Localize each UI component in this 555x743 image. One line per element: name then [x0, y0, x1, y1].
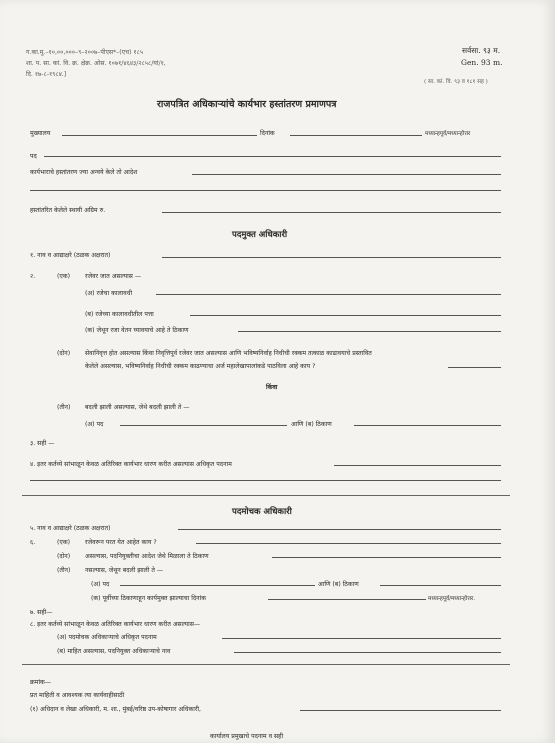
item-2-one-text: रजेवर जात असल्यास —: [85, 273, 142, 280]
order-field[interactable]: [192, 174, 501, 175]
item-6-three-marker: (तीन): [57, 567, 71, 574]
item-7-signature-label: ७. सही—: [30, 609, 53, 616]
hq-label: मुख्यालय: [30, 130, 51, 137]
item-6-two-text: असल्यास, पदनियुक्तीचा आदेश जेथे मिळाला ते ठिकाण: [85, 553, 209, 560]
item-4-field-continued[interactable]: [30, 480, 501, 481]
reference-note: ( सा. कां. वि. ९३ व १८१ सह ): [424, 79, 488, 85]
item-4-label: ४. इतर कर्तव्ये सांभाळून केवळ अतिरिक्त कार्यभार धारण करीत असल्यास अधिकृत पदनाम: [30, 461, 232, 468]
item-5-label: ५. नाव व आद्याक्षरे (ठळक अक्षरात): [30, 525, 111, 532]
order-label: कार्यभाराचे हस्तांतरण ज्या अन्वये केले तो आदेश: [30, 169, 138, 176]
appointed-officer-field[interactable]: [234, 652, 501, 653]
item-6-two-marker: (दोन): [57, 553, 71, 560]
item-4-field[interactable]: [334, 465, 501, 466]
item-3-signature-label: ३. सही —: [30, 440, 55, 447]
item-1-field[interactable]: [162, 257, 501, 258]
leave-period-label: (अ) रजेचा कालावधी: [85, 290, 133, 297]
form-number-english: Gen. 93 m.: [461, 58, 503, 67]
relieving-designation-label: (अ) पदमोचक अधिकाऱ्याचे अधिकृत पदनाम: [57, 634, 157, 641]
print-code-line1: ग.का.मु.–१०,००,०००–९–२००७–पीएस*–(एच) १८५: [26, 49, 144, 56]
item-2-two-text-line1: सेवानिवृत्त होत असल्यास किंवा निवृत्तिपूर्व रजेवर जात असल्यास आणि भविष्यनिर्वाह निधीची रक्कम तत्काळ काढावयाचे प्रस्तावित: [85, 350, 372, 357]
item-5-field[interactable]: [178, 529, 501, 530]
item-2-three-marker: (तीन): [57, 404, 71, 411]
leave-address-field[interactable]: [190, 315, 501, 316]
reference-number-label: क्रमांक—: [30, 679, 51, 686]
appointed-officer-label: (ब) माहित असल्यास, पदनियुक्त अधिकाऱ्याचे नाव: [57, 648, 171, 655]
item-6-number: ६.: [30, 539, 36, 546]
transfer-post-field[interactable]: [120, 425, 287, 426]
post-label: पद: [30, 153, 37, 160]
item-6-one-text: रजेवरून परत येत आहेत काय ?: [85, 539, 157, 546]
office-head-signature-label: कार्यालय प्रमुखाचे पदनाम व सही: [210, 733, 284, 740]
item-2-one-marker: (एक): [57, 273, 71, 280]
previous-post-label: (अ) पद: [91, 581, 110, 588]
section-divider: [22, 495, 510, 496]
form-title: राजपत्रित अधिकाऱ्यांचे कार्यभार हस्तांतरण प्रमाणपत्र: [157, 99, 337, 110]
footer-divider: [22, 664, 510, 665]
transfer-place-field[interactable]: [354, 425, 501, 426]
leave-salary-place-field[interactable]: [238, 331, 501, 332]
item-6-one-field[interactable]: [196, 543, 501, 544]
hq-field[interactable]: [62, 135, 257, 136]
item-2-three-text: बदली झाली असल्यास, जेथे बदली झाली ते —: [85, 404, 190, 411]
time-label: मध्यान्हपूर्व/मध्यान्होत्तर: [425, 131, 471, 137]
transfer-place-label: आणि (ब) ठिकाण: [291, 421, 332, 428]
date-field[interactable]: [290, 135, 422, 136]
advance-field[interactable]: [162, 212, 501, 213]
item-2-two-marker: (दोन): [57, 350, 71, 357]
item-1-label: १. नाव व आद्याक्षरे (ठळक अक्षरात): [30, 252, 111, 259]
relief-date-label: (क) पूर्वीच्या ठिकाणाहून कार्यमुक्त झाल्याचा दिनांक: [91, 595, 206, 602]
item-6-two-field[interactable]: [272, 557, 501, 558]
copy-recipient-1-field[interactable]: [300, 710, 501, 711]
previous-place-field[interactable]: [380, 585, 501, 586]
transfer-post-label: (अ) पद: [85, 421, 104, 428]
copy-recipient-1: (१) अधिदान व लेखा अधिकारी, म. शा., मुंबई/वरिष्ठ उप-कोषागार अधिकारी,: [30, 706, 201, 713]
relieving-officer-heading: पदमोचक अधिकारी: [232, 507, 292, 517]
order-field-continued[interactable]: [30, 190, 501, 191]
form-number-marathi: सर्वसा. ९३ म.: [462, 46, 501, 55]
previous-post-field[interactable]: [120, 585, 315, 586]
leave-period-field[interactable]: [156, 294, 501, 295]
item-2-two-text-line2: केलेले असल्यास, भविष्यनिर्वाह निधीची रक्कम काढण्याचा अर्ज महालेखापालांकडे पाठविला आहे काय ?: [85, 363, 316, 370]
item-8-label: ८. इतर कर्तव्ये सांभाळून केवळ अतिरिक्त कार्यभार धारण करीत असल्यास—: [30, 621, 201, 628]
item-6-three-text: नसल्यास, जेथून बदली झाली ते —: [85, 567, 164, 574]
item-2-number: २.: [30, 273, 36, 280]
copy-forwarded-label: प्रत माहिती व आवश्यक त्या कार्यवाहीसाठी: [30, 692, 125, 699]
relieved-officer-heading: पदमुक्त अधिकारी: [232, 230, 288, 240]
advance-label: हस्तांतरित केलेले स्थायी अग्रिम रु.: [30, 207, 106, 214]
previous-place-label: आणि (ब) ठिकाण: [318, 581, 359, 588]
item-6-one-marker: (एक): [57, 539, 71, 546]
print-code-line3: दि. १७-८-१९८४.]: [26, 71, 67, 78]
relief-date-field[interactable]: [268, 599, 426, 600]
or-separator: किंवा: [266, 384, 278, 391]
print-code-line2: शा. प. सा. कां. वि. क्र. क्षेक्र. ओस. १०७१/४६४३/२८५८/यां/१,: [26, 60, 166, 67]
post-field[interactable]: [44, 156, 501, 157]
relieving-designation-field[interactable]: [222, 638, 501, 639]
leave-salary-place-label: (क) जेथून रजा वेतन घ्यावयाचे आहे ते ठिकाण: [85, 327, 189, 334]
relief-time-label: मध्यान्हपूर्व/मध्यान्होत्तर.: [428, 596, 476, 602]
provident-fund-field[interactable]: [448, 367, 501, 368]
leave-address-label: (ब) रजेच्या कालावधीतील पत्ता: [85, 311, 154, 318]
date-label: दिनांक: [260, 130, 275, 137]
